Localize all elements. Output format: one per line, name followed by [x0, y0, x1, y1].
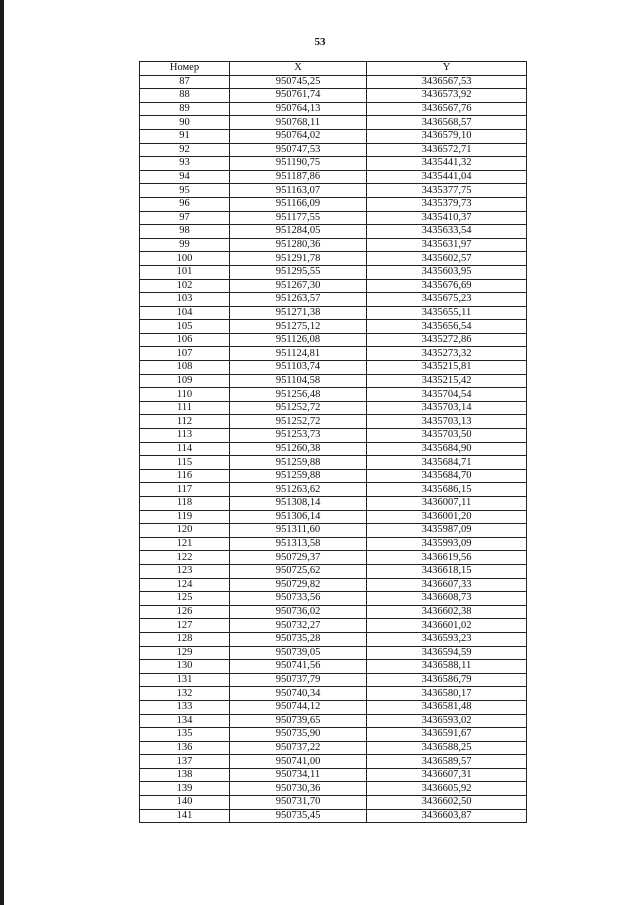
- cell-x: 951280,36: [230, 238, 367, 252]
- cell-x: 951163,07: [230, 184, 367, 198]
- cell-number: 115: [140, 456, 230, 470]
- cell-x: 951311,60: [230, 524, 367, 538]
- table-row: [140, 320, 527, 334]
- cell-y: 3436605,92: [367, 782, 527, 796]
- cell-y: 3435410,37: [367, 211, 527, 225]
- cell-x: 951295,55: [230, 265, 367, 279]
- cell-number: 96: [140, 197, 230, 211]
- cell-y: 3435631,97: [367, 238, 527, 252]
- cell-number: 91: [140, 129, 230, 143]
- cell-x: 950731,70: [230, 796, 367, 810]
- table-row: [140, 211, 527, 225]
- cell-y: 3435987,09: [367, 524, 527, 538]
- cell-number: 88: [140, 89, 230, 103]
- cell-x: 950735,90: [230, 728, 367, 742]
- cell-x: 950730,36: [230, 782, 367, 796]
- cell-y: 3435676,69: [367, 279, 527, 293]
- cell-y: 3435655,11: [367, 306, 527, 320]
- cell-number: 128: [140, 632, 230, 646]
- cell-y: 3436593,02: [367, 714, 527, 728]
- cell-x: 951124,81: [230, 347, 367, 361]
- cell-y: 3436618,15: [367, 564, 527, 578]
- table-row: [140, 252, 527, 266]
- cell-x: 951126,08: [230, 333, 367, 347]
- cell-x: 950725,62: [230, 564, 367, 578]
- cell-number: 140: [140, 796, 230, 810]
- cell-y: 3436603,87: [367, 809, 527, 823]
- cell-y: 3436619,56: [367, 551, 527, 565]
- table-row: [140, 592, 527, 606]
- cell-x: 950741,00: [230, 755, 367, 769]
- cell-x: 950745,25: [230, 75, 367, 89]
- table-row: [140, 306, 527, 320]
- cell-number: 120: [140, 524, 230, 538]
- table-row: [140, 170, 527, 184]
- cell-x: 951252,72: [230, 415, 367, 429]
- cell-y: 3435272,86: [367, 333, 527, 347]
- table-row: [140, 809, 527, 823]
- cell-x: 951256,48: [230, 388, 367, 402]
- cell-number: 93: [140, 157, 230, 171]
- table-row: [140, 456, 527, 470]
- cell-number: 100: [140, 252, 230, 266]
- cell-x: 951190,75: [230, 157, 367, 171]
- cell-y: 3435703,50: [367, 429, 527, 443]
- cell-y: 3436593,23: [367, 632, 527, 646]
- cell-number: 139: [140, 782, 230, 796]
- cell-number: 111: [140, 401, 230, 415]
- cell-number: 97: [140, 211, 230, 225]
- cell-number: 141: [140, 809, 230, 823]
- table-row: [140, 578, 527, 592]
- table-row: [140, 497, 527, 511]
- cell-number: 121: [140, 537, 230, 551]
- cell-number: 107: [140, 347, 230, 361]
- table-row: [140, 102, 527, 116]
- cell-y: 3435656,54: [367, 320, 527, 334]
- cell-y: 3435215,42: [367, 374, 527, 388]
- table-row: [140, 333, 527, 347]
- cell-x: 950739,65: [230, 714, 367, 728]
- cell-x: 950737,22: [230, 741, 367, 755]
- table-row: [140, 632, 527, 646]
- table-row: [140, 700, 527, 714]
- cell-number: 102: [140, 279, 230, 293]
- cell-y: 3436588,25: [367, 741, 527, 755]
- cell-y: 3435377,75: [367, 184, 527, 198]
- table-row: [140, 415, 527, 429]
- cell-y: 3435441,32: [367, 157, 527, 171]
- cell-number: 119: [140, 510, 230, 524]
- cell-y: 3436567,76: [367, 102, 527, 116]
- cell-number: 137: [140, 755, 230, 769]
- cell-y: 3435602,57: [367, 252, 527, 266]
- cell-x: 950764,13: [230, 102, 367, 116]
- cell-x: 950736,02: [230, 605, 367, 619]
- cell-number: 94: [140, 170, 230, 184]
- cell-number: 127: [140, 619, 230, 633]
- cell-y: 3436588,11: [367, 660, 527, 674]
- cell-number: 110: [140, 388, 230, 402]
- cell-number: 109: [140, 374, 230, 388]
- cell-y: 3435379,73: [367, 197, 527, 211]
- cell-x: 951275,12: [230, 320, 367, 334]
- table-row: [140, 605, 527, 619]
- cell-number: 132: [140, 687, 230, 701]
- table-row: [140, 265, 527, 279]
- cell-number: 122: [140, 551, 230, 565]
- cell-number: 135: [140, 728, 230, 742]
- cell-x: 950735,45: [230, 809, 367, 823]
- cell-x: 951271,38: [230, 306, 367, 320]
- cell-x: 951259,88: [230, 469, 367, 483]
- cell-number: 125: [140, 592, 230, 606]
- cell-y: 3436572,71: [367, 143, 527, 157]
- cell-y: 3435441,04: [367, 170, 527, 184]
- table-body: [140, 75, 527, 823]
- cell-y: 3436602,38: [367, 605, 527, 619]
- cell-number: 101: [140, 265, 230, 279]
- table-row: [140, 469, 527, 483]
- cell-y: 3436579,10: [367, 129, 527, 143]
- cell-number: 95: [140, 184, 230, 198]
- cell-x: 950737,79: [230, 673, 367, 687]
- cell-y: 3436580,17: [367, 687, 527, 701]
- cell-x: 950729,37: [230, 551, 367, 565]
- table-row: [140, 782, 527, 796]
- table-row: [140, 755, 527, 769]
- cell-number: 118: [140, 497, 230, 511]
- cell-x: 950739,05: [230, 646, 367, 660]
- cell-y: 3436007,11: [367, 497, 527, 511]
- cell-number: 124: [140, 578, 230, 592]
- table-row: [140, 551, 527, 565]
- cell-number: 90: [140, 116, 230, 130]
- coordinates-table: [139, 61, 527, 823]
- cell-y: 3436607,33: [367, 578, 527, 592]
- cell-number: 98: [140, 225, 230, 239]
- cell-x: 950733,56: [230, 592, 367, 606]
- cell-x: 951308,14: [230, 497, 367, 511]
- cell-y: 3436591,67: [367, 728, 527, 742]
- cell-y: 3436607,31: [367, 768, 527, 782]
- table-header-row: [140, 62, 527, 76]
- cell-x: 950740,34: [230, 687, 367, 701]
- cell-y: 3436602,50: [367, 796, 527, 810]
- table-row: [140, 374, 527, 388]
- cell-number: 131: [140, 673, 230, 687]
- table-row: [140, 660, 527, 674]
- table-row: [140, 388, 527, 402]
- table-row: [140, 741, 527, 755]
- cell-number: 113: [140, 429, 230, 443]
- cell-number: 106: [140, 333, 230, 347]
- table-row: [140, 361, 527, 375]
- cell-y: 3435704,54: [367, 388, 527, 402]
- cell-x: 951187,86: [230, 170, 367, 184]
- table-row: [140, 646, 527, 660]
- cell-y: 3435684,71: [367, 456, 527, 470]
- cell-y: 3435703,13: [367, 415, 527, 429]
- cell-y: 3435703,14: [367, 401, 527, 415]
- cell-number: 136: [140, 741, 230, 755]
- table-row: [140, 537, 527, 551]
- cell-x: 950729,82: [230, 578, 367, 592]
- cell-number: 108: [140, 361, 230, 375]
- cell-x: 951253,73: [230, 429, 367, 443]
- table-row: [140, 524, 527, 538]
- cell-y: 3436568,57: [367, 116, 527, 130]
- cell-y: 3436589,57: [367, 755, 527, 769]
- cell-x: 951284,05: [230, 225, 367, 239]
- cell-y: 3435675,23: [367, 293, 527, 307]
- cell-x: 951263,57: [230, 293, 367, 307]
- cell-x: 951306,14: [230, 510, 367, 524]
- cell-number: 130: [140, 660, 230, 674]
- table-row: [140, 619, 527, 633]
- cell-x: 951260,38: [230, 442, 367, 456]
- cell-y: 3435273,32: [367, 347, 527, 361]
- table-row: [140, 429, 527, 443]
- table-row: [140, 293, 527, 307]
- header-y: Y: [367, 62, 527, 76]
- table-row: [140, 796, 527, 810]
- cell-x: 951263,62: [230, 483, 367, 497]
- cell-number: 123: [140, 564, 230, 578]
- table-row: [140, 401, 527, 415]
- table-row: [140, 225, 527, 239]
- cell-x: 950741,56: [230, 660, 367, 674]
- table-row: [140, 768, 527, 782]
- table-row: [140, 129, 527, 143]
- cell-x: 950735,28: [230, 632, 367, 646]
- table-row: [140, 75, 527, 89]
- table-row: [140, 564, 527, 578]
- cell-number: 129: [140, 646, 230, 660]
- cell-x: 951252,72: [230, 401, 367, 415]
- cell-y: 3436601,02: [367, 619, 527, 633]
- table-row: [140, 279, 527, 293]
- cell-x: 950747,53: [230, 143, 367, 157]
- table-row: [140, 714, 527, 728]
- cell-y: 3435993,09: [367, 537, 527, 551]
- cell-x: 951259,88: [230, 456, 367, 470]
- cell-y: 3436567,53: [367, 75, 527, 89]
- cell-number: 112: [140, 415, 230, 429]
- cell-y: 3436581,48: [367, 700, 527, 714]
- cell-number: 126: [140, 605, 230, 619]
- cell-number: 114: [140, 442, 230, 456]
- cell-x: 951313,58: [230, 537, 367, 551]
- cell-x: 951177,55: [230, 211, 367, 225]
- cell-number: 89: [140, 102, 230, 116]
- table-row: [140, 728, 527, 742]
- cell-y: 3435603,95: [367, 265, 527, 279]
- table-row: [140, 238, 527, 252]
- table-row: [140, 157, 527, 171]
- cell-y: 3436001,20: [367, 510, 527, 524]
- table-row: [140, 143, 527, 157]
- cell-x: 951291,78: [230, 252, 367, 266]
- table-row: [140, 347, 527, 361]
- header-number: Номер: [140, 62, 230, 76]
- cell-number: 134: [140, 714, 230, 728]
- header-x: X: [230, 62, 367, 76]
- page-number: 53: [314, 36, 326, 48]
- cell-number: 133: [140, 700, 230, 714]
- cell-number: 87: [140, 75, 230, 89]
- cell-number: 138: [140, 768, 230, 782]
- cell-number: 116: [140, 469, 230, 483]
- cell-x: 950734,11: [230, 768, 367, 782]
- cell-number: 117: [140, 483, 230, 497]
- table-row: [140, 442, 527, 456]
- cell-x: 951267,30: [230, 279, 367, 293]
- cell-number: 104: [140, 306, 230, 320]
- table-row: [140, 687, 527, 701]
- cell-x: 950732,27: [230, 619, 367, 633]
- table-row: [140, 184, 527, 198]
- cell-x: 950768,11: [230, 116, 367, 130]
- cell-y: 3436573,92: [367, 89, 527, 103]
- cell-number: 105: [140, 320, 230, 334]
- cell-y: 3436608,73: [367, 592, 527, 606]
- cell-y: 3435684,70: [367, 469, 527, 483]
- cell-number: 92: [140, 143, 230, 157]
- cell-x: 950761,74: [230, 89, 367, 103]
- table-row: [140, 197, 527, 211]
- cell-number: 99: [140, 238, 230, 252]
- cell-number: 103: [140, 293, 230, 307]
- cell-x: 950744,12: [230, 700, 367, 714]
- table-row: [140, 673, 527, 687]
- scan-left-edge: [0, 0, 4, 905]
- cell-y: 3435686,15: [367, 483, 527, 497]
- cell-x: 951166,09: [230, 197, 367, 211]
- table-row: [140, 89, 527, 103]
- cell-x: 951103,74: [230, 361, 367, 375]
- cell-y: 3436586,79: [367, 673, 527, 687]
- cell-y: 3435215,81: [367, 361, 527, 375]
- cell-y: 3435684,90: [367, 442, 527, 456]
- cell-y: 3436594,59: [367, 646, 527, 660]
- cell-y: 3435633,54: [367, 225, 527, 239]
- table-row: [140, 483, 527, 497]
- cell-x: 950764,02: [230, 129, 367, 143]
- table-row: [140, 116, 527, 130]
- cell-x: 951104,58: [230, 374, 367, 388]
- table-row: [140, 510, 527, 524]
